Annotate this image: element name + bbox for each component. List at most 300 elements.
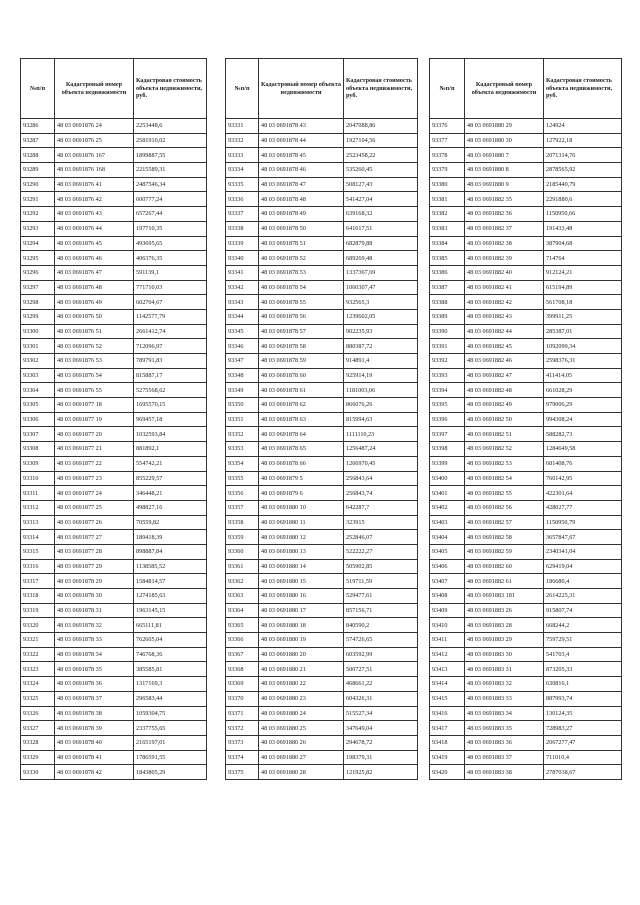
cadastral-number: 48 03 0691878 58 [259,339,344,354]
table-row [21,133,207,148]
cadastral-number: 48 03 0691876 52 [55,339,134,354]
table-row [430,368,622,383]
cadastral-number: 48 03 0691882 56 [465,500,544,515]
cadastral-value: 1142577,79 [134,309,207,324]
table-header-row [226,59,418,119]
cadastral-value: 1584814,57 [134,574,207,589]
cadastral-value: 728983,27 [544,721,622,736]
cadastral-number: 48 03 0691882 60 [465,559,544,574]
cadastral-number: 48 03 0691878 60 [259,368,344,383]
cadastral-value: 815994,63 [344,412,418,427]
cadastral-number: 48 03 0691878 32 [55,618,134,633]
cadastral-number: 48 03 0691877 19 [55,412,134,427]
row-number: 93354 [226,456,259,471]
cadastral-number: 48 03 0691877 22 [55,456,134,471]
row-number: 93332 [226,133,259,148]
cadastral-value: 925914,19 [344,368,418,383]
table-row [430,735,622,750]
cadastral-value: 2523458,22 [344,148,418,163]
cadastral-value: 5275568,62 [134,383,207,398]
row-number: 93312 [21,500,55,515]
cadastral-value: 2487546,34 [134,177,207,192]
header-number: №п/п [226,59,259,119]
table-row [21,412,207,427]
cadastral-number: 48 03 0691883 37 [465,750,544,765]
row-number: 93371 [226,706,259,721]
table-row [430,427,622,442]
cadastral-number: 48 03 0691880 9 [465,177,544,192]
row-number: 93355 [226,471,259,486]
cadastral-number: 48 03 0691878 64 [259,427,344,442]
cadastral-number: 48 03 0691878 52 [259,251,344,266]
cadastral-number: 48 03 0691882 47 [465,368,544,383]
table-row [21,486,207,501]
cadastral-number: 48 03 0691880 16 [259,589,344,604]
row-number: 93303 [21,368,55,383]
row-number: 93326 [21,706,55,721]
cadastral-number: 48 03 0691880 13 [259,544,344,559]
row-number: 93385 [430,251,465,266]
row-number: 93375 [226,765,259,780]
cadastral-number: 48 03 0691878 42 [55,765,134,780]
row-number: 93416 [430,706,465,721]
table-row [21,383,207,398]
row-number: 93333 [226,148,259,163]
row-number: 93289 [21,163,55,178]
table-row [21,280,207,295]
table-row [226,324,418,339]
cadastral-number: 48 03 0691878 55 [259,295,344,310]
table-row [430,618,622,633]
cadastral-value: 1963145,15 [134,603,207,618]
table-row [430,133,622,148]
cadastral-number: 48 03 0691878 62 [259,398,344,413]
row-number: 93366 [226,633,259,648]
row-number: 93313 [21,515,55,530]
cadastral-number: 48 03 0691878 46 [259,163,344,178]
cadastral-number: 48 03 0691883 28 [465,618,544,633]
table-row [21,765,207,780]
cadastral-value: 914891,4 [344,354,418,369]
cadastral-number: 48 03 0691878 37 [55,691,134,706]
table-row [226,500,418,515]
table-row [21,251,207,266]
cadastral-value: 127922,18 [544,133,622,148]
cadastral-number: 48 03 0691878 65 [259,442,344,457]
cadastral-number: 48 03 0691883 31 [465,662,544,677]
table-row [226,633,418,648]
cadastral-number: 48 03 0691876 53 [55,354,134,369]
row-number: 93418 [430,735,465,750]
row-number: 93321 [21,633,55,648]
row-number: 93397 [430,427,465,442]
cadastral-value: 1092099,34 [544,339,622,354]
table-row [430,721,622,736]
table-row [21,295,207,310]
row-number: 93403 [430,515,465,530]
row-number: 93343 [226,295,259,310]
cadastral-value: 639168,32 [344,207,418,222]
cadastral-value: 873205,33 [544,662,622,677]
row-number: 93318 [21,589,55,604]
table-row [21,456,207,471]
cadastral-number: 48 03 0691878 45 [259,148,344,163]
cadastral-number: 48 03 0691883 34 [465,706,544,721]
row-number: 93297 [21,280,55,295]
cadastral-value: 1786591,55 [134,750,207,765]
cadastral-value: 197710,35 [134,221,207,236]
cadastral-value: 1150950,79 [544,515,622,530]
cadastral-number: 48 03 0691878 33 [55,633,134,648]
cadastral-value: 1899887,55 [134,148,207,163]
cadastral-value: 529477,61 [344,589,418,604]
row-number: 93394 [430,383,465,398]
row-number: 93395 [430,398,465,413]
cadastral-value: 535260,45 [344,163,418,178]
cadastral-value: 2185440,79 [544,177,622,192]
row-number: 93363 [226,589,259,604]
row-number: 93295 [21,251,55,266]
row-number: 93378 [430,148,465,163]
table-row [226,295,418,310]
row-number: 93306 [21,412,55,427]
row-number: 93377 [430,133,465,148]
row-number: 93361 [226,559,259,574]
table-row [21,647,207,662]
cadastral-number: 48 03 0691882 43 [465,309,544,324]
table-row [21,177,207,192]
header-number: №п/п [21,59,55,119]
cadastral-number: 48 03 0691882 39 [465,251,544,266]
cadastral-value: 541703,4 [544,647,622,662]
cadastral-number: 48 03 0691877 18 [55,398,134,413]
cadastral-value: 714764 [544,251,622,266]
cadastral-number: 48 03 0691878 47 [259,177,344,192]
row-number: 93334 [226,163,259,178]
table-row [21,324,207,339]
cadastral-value: 898887,84 [134,544,207,559]
table-row [226,280,418,295]
cadastral-value: 857156,71 [344,603,418,618]
table-row [21,398,207,413]
cadastral-number: 48 03 0691877 25 [55,500,134,515]
table-row [430,471,622,486]
cadastral-number: 48 03 0691878 34 [55,647,134,662]
table-row [226,412,418,427]
cadastral-value: 759729,51 [544,633,622,648]
cadastral-value: 294678,72 [344,735,418,750]
cadastral-number: 48 03 0691877 26 [55,515,134,530]
row-number: 93419 [430,750,465,765]
header-number: №п/п [430,59,465,119]
cadastral-value: 815887,17 [134,368,207,383]
row-number: 93300 [21,324,55,339]
table-row [430,691,622,706]
table-row [430,662,622,677]
cadastral-number: 48 03 0691876 55 [55,383,134,398]
row-number: 93311 [21,486,55,501]
cadastral-value: 855229,57 [134,471,207,486]
cadastral-number: 48 03 0691880 24 [259,706,344,721]
cadastral-number: 48 03 0691878 29 [55,574,134,589]
row-number: 93420 [430,765,465,780]
table-row [226,207,418,222]
row-number: 93386 [430,265,465,280]
row-number: 93414 [430,677,465,692]
cadastral-value: 760142,95 [544,471,622,486]
cadastral-number: 48 03 0691877 23 [55,471,134,486]
table-row [226,148,418,163]
table-row [21,662,207,677]
table-row [21,207,207,222]
row-number: 93405 [430,544,465,559]
row-number: 93305 [21,398,55,413]
table-row [430,383,622,398]
cadastral-number: 48 03 0691882 49 [465,398,544,413]
cadastral-value: 428027,77 [544,500,622,515]
cadastral-value: 505902,85 [344,559,418,574]
table-row [21,618,207,633]
cadastral-number: 48 03 0691878 38 [55,706,134,721]
table-row [226,177,418,192]
header-cadastral-number: Кадастровый номер объекта недвижимости [465,59,544,119]
cadastral-number: 48 03 0691876 168 [55,163,134,178]
cadastral-value: 323915 [344,515,418,530]
cadastral-number: 48 03 0691883 181 [465,589,544,604]
row-number: 93387 [430,280,465,295]
table-row [226,442,418,457]
cadastral-value: 630816,1 [544,677,622,692]
cadastral-number: 48 03 0691880 30 [465,133,544,148]
row-number: 93417 [430,721,465,736]
cadastral-number: 48 03 0691882 50 [465,412,544,427]
table-row [226,309,418,324]
table-row [21,221,207,236]
table-row [21,427,207,442]
cadastral-value: 591139,1 [134,265,207,280]
cadastral-value: 500727,51 [344,662,418,677]
row-number: 93356 [226,486,259,501]
cadastral-number: 48 03 0691882 61 [465,574,544,589]
row-number: 93398 [430,442,465,457]
row-number: 93335 [226,177,259,192]
cadastral-number: 48 03 0691880 11 [259,515,344,530]
cadastral-value: 468661,22 [344,677,418,692]
row-number: 93329 [21,750,55,765]
table-row [430,412,622,427]
row-number: 93389 [430,309,465,324]
row-number: 93337 [226,207,259,222]
cadastral-table-1 [20,58,207,780]
cadastral-number: 48 03 0691882 55 [465,486,544,501]
cadastral-value: 1266970,45 [344,456,418,471]
cadastral-number: 48 03 0691877 21 [55,442,134,457]
cadastral-number: 48 03 0691880 20 [259,647,344,662]
row-number: 93323 [21,662,55,677]
table-row [430,119,622,134]
cadastral-value: 588282,73 [544,427,622,442]
row-number: 93409 [430,603,465,618]
row-number: 93381 [430,192,465,207]
cadastral-number: 48 03 0691880 22 [259,677,344,692]
cadastral-value: 1032593,84 [134,427,207,442]
cadastral-value: 1843805,29 [134,765,207,780]
row-number: 93384 [430,236,465,251]
table-row [226,339,418,354]
cadastral-value: 519711,59 [344,574,418,589]
table-row [226,677,418,692]
table-row [226,662,418,677]
row-number: 93325 [21,691,55,706]
cadastral-value: 3657847,67 [544,530,622,545]
header-cadastral-value: Кадастровая стоимость объекта недвижимости, руб. [544,59,622,119]
cadastral-value: 121925,82 [344,765,418,780]
table-row [226,544,418,559]
table-row [430,163,622,178]
cadastral-number: 48 03 0691882 51 [465,427,544,442]
cadastral-number: 48 03 0691879 6 [259,486,344,501]
cadastral-number: 48 03 0691878 51 [259,236,344,251]
cadastral-value: 399911,25 [544,309,622,324]
cadastral-value: 602704,67 [134,295,207,310]
row-number: 93291 [21,192,55,207]
header-cadastral-number: Кадастровый номер объекта недвижимости [259,59,344,119]
cadastral-value: 604326,31 [344,691,418,706]
cadastral-value: 682879,88 [344,236,418,251]
table-row [21,589,207,604]
cadastral-number: 48 03 0691878 61 [259,383,344,398]
table-row [21,500,207,515]
table-row [430,559,622,574]
cadastral-number: 48 03 0691876 41 [55,177,134,192]
table-row [226,647,418,662]
cadastral-value: 387904,68 [544,236,622,251]
cadastral-value: 994308,24 [544,412,622,427]
row-number: 93360 [226,544,259,559]
table-row [226,133,418,148]
row-number: 93345 [226,324,259,339]
table-row [430,339,622,354]
table-row [21,354,207,369]
row-number: 93288 [21,148,55,163]
row-number: 93380 [430,177,465,192]
table-row [226,486,418,501]
table-row [21,309,207,324]
row-number: 93374 [226,750,259,765]
row-number: 93346 [226,339,259,354]
cadastral-value: 880387,72 [344,339,418,354]
cadastral-number: 48 03 0691879 5 [259,471,344,486]
row-number: 93339 [226,236,259,251]
cadastral-number: 48 03 0691880 23 [259,691,344,706]
table-row [226,398,418,413]
cadastral-value: 256843,64 [344,471,418,486]
row-number: 93408 [430,589,465,604]
cadastral-value: 2165197,01 [134,735,207,750]
row-number: 93370 [226,691,259,706]
cadastral-number: 48 03 0691882 37 [465,221,544,236]
table-row [430,500,622,515]
cadastral-value: 771710,03 [134,280,207,295]
row-number: 93364 [226,603,259,618]
cadastral-value: 689269,48 [344,251,418,266]
row-number: 93368 [226,662,259,677]
table-row [21,735,207,750]
cadastral-table-3 [429,58,622,780]
table-row [430,251,622,266]
table-row [430,544,622,559]
cadastral-number: 48 03 0691882 58 [465,530,544,545]
cadastral-value: 661028,29 [544,383,622,398]
table-row [226,456,418,471]
cadastral-number: 48 03 0691876 46 [55,251,134,266]
cadastral-number: 48 03 0691880 12 [259,530,344,545]
row-number: 93304 [21,383,55,398]
cadastral-value: 881892,1 [134,442,207,457]
table-row [430,280,622,295]
table-row [226,383,418,398]
table-row [21,603,207,618]
row-number: 93402 [430,500,465,515]
cadastral-number: 48 03 0691882 38 [465,236,544,251]
row-number: 93388 [430,295,465,310]
cadastral-value: 124924 [544,119,622,134]
table-row [430,589,622,604]
cadastral-number: 48 03 0691882 35 [465,192,544,207]
row-number: 93404 [430,530,465,545]
cadastral-value: 574726,65 [344,633,418,648]
table-row [226,354,418,369]
row-number: 93391 [430,339,465,354]
cadastral-number: 48 03 0691882 36 [465,207,544,222]
table-row [21,163,207,178]
row-number: 93348 [226,368,259,383]
cadastral-number: 48 03 0691880 10 [259,500,344,515]
table-row [226,735,418,750]
cadastral-value: 422301,64 [544,486,622,501]
cadastral-value: 189418,39 [134,530,207,545]
cadastral-value: 296583,44 [134,691,207,706]
row-number: 93359 [226,530,259,545]
row-number: 93347 [226,354,259,369]
cadastral-value: 2067277,47 [544,735,622,750]
table-row [226,603,418,618]
cadastral-value: 1181003,06 [344,383,418,398]
cadastral-value: 1256487,24 [344,442,418,457]
cadastral-number: 48 03 0691882 44 [465,324,544,339]
cadastral-number: 48 03 0691876 43 [55,207,134,222]
cadastral-number: 48 03 0691878 44 [259,133,344,148]
table-row [430,265,622,280]
cadastral-value: 1695570,15 [134,398,207,413]
row-number: 93351 [226,412,259,427]
cadastral-value: 406376,35 [134,251,207,266]
table-row [226,589,418,604]
header-cadastral-value: Кадастровая стоимость объекта недвижимости, руб. [344,59,418,119]
row-number: 93352 [226,427,259,442]
row-number: 93324 [21,677,55,692]
cadastral-value: 629419,04 [544,559,622,574]
cadastral-number: 48 03 0691880 17 [259,603,344,618]
row-number: 93296 [21,265,55,280]
table-header-row [430,59,622,119]
table-row [430,647,622,662]
table-row [430,603,622,618]
row-number: 93327 [21,721,55,736]
cadastral-value: 186680,4 [544,574,622,589]
row-number: 93372 [226,721,259,736]
table-row [226,559,418,574]
